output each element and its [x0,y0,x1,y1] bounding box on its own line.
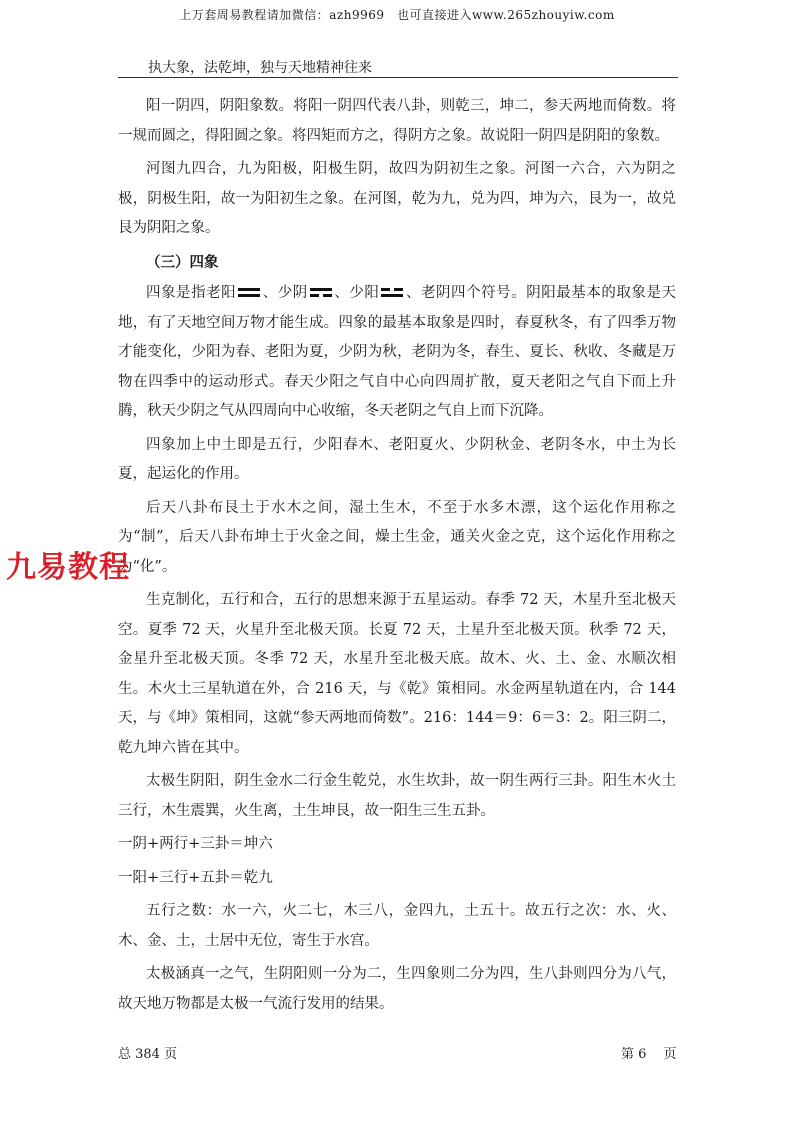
paragraph: 太极生阴阳，阴生金水二行金生乾兑，水生坎卦，故一阴生两行三卦。阳生木火土三行，木生震巽，火生离，土生坤艮，故一阳生三生五卦。 [118,773,676,819]
watermark-logo: 九易教程 [6,550,130,585]
page-body [118,92,676,1023]
paragraph: 河图九四合，九为阳极，阳极生阴，故四为阴初生之象。河图一六合，六为阴之极，阴极生阳，故一为阳初生之象。在河图，乾为九，兑为四，坤为六，艮为一，故兑艮为阴阳之象。 [118,161,676,236]
young-yang-symbol-icon [381,288,403,298]
sixiang-text-4: 、老阴四个符号。阴阳最基本的取象是天地，有了天地空间万物才能生成。四象的最基本取象是四时，春夏秋冬，有了四季万物才能变化，少阳为春、老阳为夏，少阴为秋，老阴为冬，春生、夏长、秋收、冬藏是万物在四季中的运动形式。春天少阳之气自中心向四周扩散，夏天老阳之气自下而上升腾，秋天少阴之气从四周向中心收缩，冬天老阴之气自上而下沉降。 [118,285,676,419]
header-divider [118,77,678,78]
top-banner: 上万套周易教程请加微信：azh9969 也可直接进入www.265zhouyiw.com [179,8,615,22]
paragraph: 生克制化，五行和合，五行的思想来源于五星运动。春季 72 天，木星升至北极天空。夏季 72 天，火星升至北极天顶。长夏 72 天，土星升至北极天顶。秋季 72 天，金星升至北极天顶。冬季 72 天，水星升至北极天底。故木、火、土、金、水顺次相生。木火土三星轨道在外，合 216 天，与《乾》策相同。水金两星轨道在内，合 144 天，与《坤》策相同，这就“参天两地而倚数”。216：144＝9：6＝3：2。阳三阴二，乾九坤六皆在其中。 [118,592,676,756]
footer-total-pages: 总 384 页 [118,1047,178,1062]
paragraph: 阳一阴四，阴阳象数。将阳一阴四代表八卦，则乾三，坤二，参天两地而倚数。将一规而圆之，得阳圆之象。将四矩而方之，得阴方之象。故说阳一阴四是阴阳的象数。 [118,98,676,144]
sixiang-text-1: 四象是指老阳 [146,285,237,301]
paragraph: 后天八卦布艮土于水木之间，湿土生木，不至于水多木漂，这个运化作用称之为“制”，后天八卦布坤土于火金之间，燥土生金，通关火金之克，这个运化作用称之为“化”。 [118,499,676,575]
footer-page-number: 第 6 页 [621,1047,677,1062]
sixiang-text-3: 、少阳 [333,285,380,301]
formula-line: 一阳+三行+五卦＝乾九 [118,869,273,886]
paragraph: 四象加上中土即是五行，少阳春木、老阳夏火、少阴秋金、老阴冬水，中土为长夏，起运化的作用。 [118,436,676,482]
young-yin-symbol-icon [310,288,332,298]
old-yang-symbol-icon [238,288,260,298]
sixiang-text-2: 、少阴 [262,285,308,301]
paragraph: 五行之数：水一六，火二七，木三八，金四九，土五十。故五行之次：水、火、木、金、土，土居中无位，寄生于水宫。 [118,903,676,949]
paragraph: 太极涵真一之气，生阴阳则一分为二，生四象则二分为四，生八卦则四分为八气，故天地万物都是太极一气流行发用的结果。 [118,966,676,1012]
sixiang-paragraph [118,279,676,427]
running-head: 执大象，法乾坤，独与天地精神往来 [148,60,372,76]
formula-line: 一阴+两行+三卦＝坤六 [118,836,273,852]
section-heading: （三）四象 [146,253,219,271]
